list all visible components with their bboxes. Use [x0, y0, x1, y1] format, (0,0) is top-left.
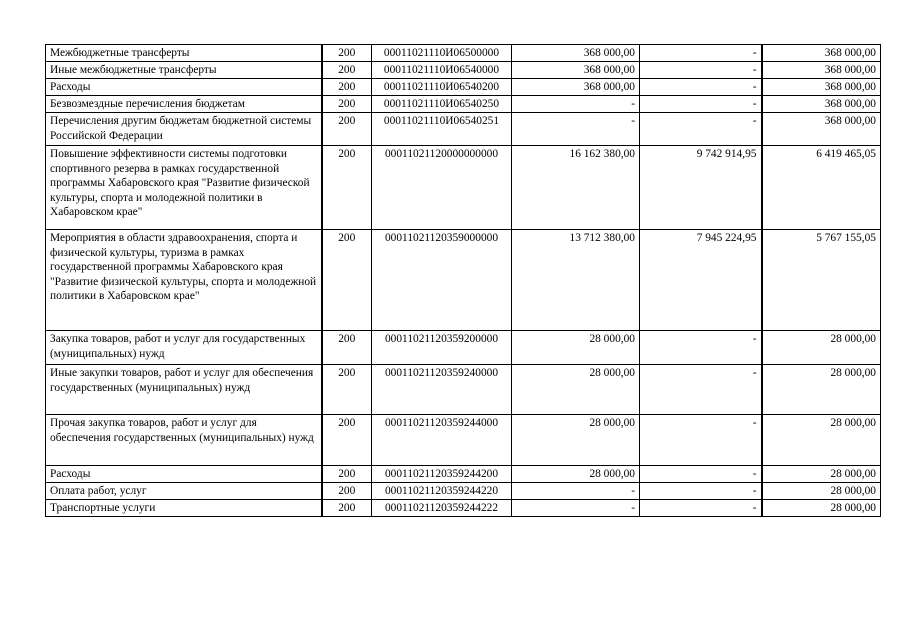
table-row — [46, 500, 881, 517]
row-unexecuted-cell: 368 000,00 — [762, 96, 881, 113]
budget-execution-table — [45, 44, 881, 517]
row-approved-cell: 28 000,00 — [512, 365, 640, 415]
table-row — [46, 365, 881, 415]
row-name-cell: Оплата работ, услуг — [46, 483, 322, 500]
row-executed-cell: - — [640, 466, 762, 483]
row-classification-code-cell: 00011021120359200000 — [372, 331, 512, 365]
row-unexecuted-cell: 28 000,00 — [762, 500, 881, 517]
row-classification-code-cell: 00011021120359244222 — [372, 500, 512, 517]
row-executed-cell: - — [640, 483, 762, 500]
row-name-cell: Безвозмездные перечисления бюджетам — [46, 96, 322, 113]
row-name-cell: Транспортные услуги — [46, 500, 322, 517]
row-executed-cell: - — [640, 113, 762, 146]
table-row — [46, 113, 881, 146]
row-executed-cell: - — [640, 365, 762, 415]
row-classification-code-cell: 00011021120359244000 — [372, 415, 512, 466]
row-executed-cell: - — [640, 62, 762, 79]
row-code-cell: 200 — [322, 45, 372, 62]
row-unexecuted-cell: 368 000,00 — [762, 62, 881, 79]
row-approved-cell: - — [512, 96, 640, 113]
row-name-cell: Повышение эффективности системы подготовки спортивного резерва в рамках государственной программы Хабаровского края "Развитие физической культуры, спорта и молодежной политики в Хабаровском крае" — [46, 146, 322, 230]
table-row — [46, 146, 881, 230]
row-name-cell: Иные межбюджетные трансферты — [46, 62, 322, 79]
table-row — [46, 79, 881, 96]
row-approved-cell: 13 712 380,00 — [512, 230, 640, 331]
row-name-cell: Иные закупки товаров, работ и услуг для обеспечения государственных (муниципальных) нужд — [46, 365, 322, 415]
row-classification-code-cell: 00011021120359000000 — [372, 230, 512, 331]
row-unexecuted-cell: 6 419 465,05 — [762, 146, 881, 230]
table-row — [46, 331, 881, 365]
row-code-cell: 200 — [322, 96, 372, 113]
row-executed-cell: - — [640, 45, 762, 62]
row-executed-cell: 7 945 224,95 — [640, 230, 762, 331]
table-body — [46, 45, 881, 517]
row-classification-code-cell: 00011021110И06500000 — [372, 45, 512, 62]
row-code-cell: 200 — [322, 415, 372, 466]
table-row — [46, 415, 881, 466]
row-name-cell: Прочая закупка товаров, работ и услуг для обеспечения государственных (муниципальных) нужд — [46, 415, 322, 466]
row-code-cell: 200 — [322, 79, 372, 96]
row-approved-cell: - — [512, 113, 640, 146]
row-code-cell: 200 — [322, 230, 372, 331]
row-code-cell: 200 — [322, 500, 372, 517]
row-executed-cell: - — [640, 79, 762, 96]
row-approved-cell: 16 162 380,00 — [512, 146, 640, 230]
row-classification-code-cell: 00011021120359244220 — [372, 483, 512, 500]
row-code-cell: 200 — [322, 483, 372, 500]
row-code-cell: 200 — [322, 146, 372, 230]
row-name-cell: Расходы — [46, 466, 322, 483]
row-executed-cell: 9 742 914,95 — [640, 146, 762, 230]
row-executed-cell: - — [640, 331, 762, 365]
row-executed-cell: - — [640, 500, 762, 517]
row-classification-code-cell: 00011021110И06540000 — [372, 62, 512, 79]
row-classification-code-cell: 00011021110И06540200 — [372, 79, 512, 96]
row-approved-cell: 368 000,00 — [512, 62, 640, 79]
row-name-cell: Закупка товаров, работ и услуг для государственных (муниципальных) нужд — [46, 331, 322, 365]
row-code-cell: 200 — [322, 113, 372, 146]
row-approved-cell: 28 000,00 — [512, 466, 640, 483]
table-row — [46, 45, 881, 62]
row-approved-cell: - — [512, 483, 640, 500]
row-classification-code-cell: 00011021120359244200 — [372, 466, 512, 483]
row-approved-cell: 28 000,00 — [512, 415, 640, 466]
row-name-cell: Перечисления другим бюджетам бюджетной системы Российской Федерации — [46, 113, 322, 146]
row-unexecuted-cell: 368 000,00 — [762, 45, 881, 62]
table-row — [46, 230, 881, 331]
row-name-cell: Мероприятия в области здравоохранения, спорта и физической культуры, туризма в рамках государственной программы Хабаровского края "Развитие физической культуры, спорта и молодежной политики в Хабаровском крае" — [46, 230, 322, 331]
row-name-cell: Расходы — [46, 79, 322, 96]
table-row — [46, 96, 881, 113]
row-classification-code-cell: 00011021120000000000 — [372, 146, 512, 230]
row-unexecuted-cell: 5 767 155,05 — [762, 230, 881, 331]
row-unexecuted-cell: 28 000,00 — [762, 483, 881, 500]
row-executed-cell: - — [640, 415, 762, 466]
row-classification-code-cell: 00011021110И06540251 — [372, 113, 512, 146]
row-approved-cell: - — [512, 500, 640, 517]
row-unexecuted-cell: 28 000,00 — [762, 365, 881, 415]
row-code-cell: 200 — [322, 331, 372, 365]
row-unexecuted-cell: 368 000,00 — [762, 113, 881, 146]
row-executed-cell: - — [640, 96, 762, 113]
row-code-cell: 200 — [322, 62, 372, 79]
row-classification-code-cell: 00011021110И06540250 — [372, 96, 512, 113]
row-unexecuted-cell: 28 000,00 — [762, 415, 881, 466]
row-approved-cell: 368 000,00 — [512, 45, 640, 62]
row-approved-cell: 368 000,00 — [512, 79, 640, 96]
row-code-cell: 200 — [322, 466, 372, 483]
table-row — [46, 483, 881, 500]
row-classification-code-cell: 00011021120359240000 — [372, 365, 512, 415]
table-row — [46, 466, 881, 483]
row-code-cell: 200 — [322, 365, 372, 415]
row-approved-cell: 28 000,00 — [512, 331, 640, 365]
row-name-cell: Межбюджетные трансферты — [46, 45, 322, 62]
row-unexecuted-cell: 28 000,00 — [762, 466, 881, 483]
row-unexecuted-cell: 28 000,00 — [762, 331, 881, 365]
row-unexecuted-cell: 368 000,00 — [762, 79, 881, 96]
table-row — [46, 62, 881, 79]
